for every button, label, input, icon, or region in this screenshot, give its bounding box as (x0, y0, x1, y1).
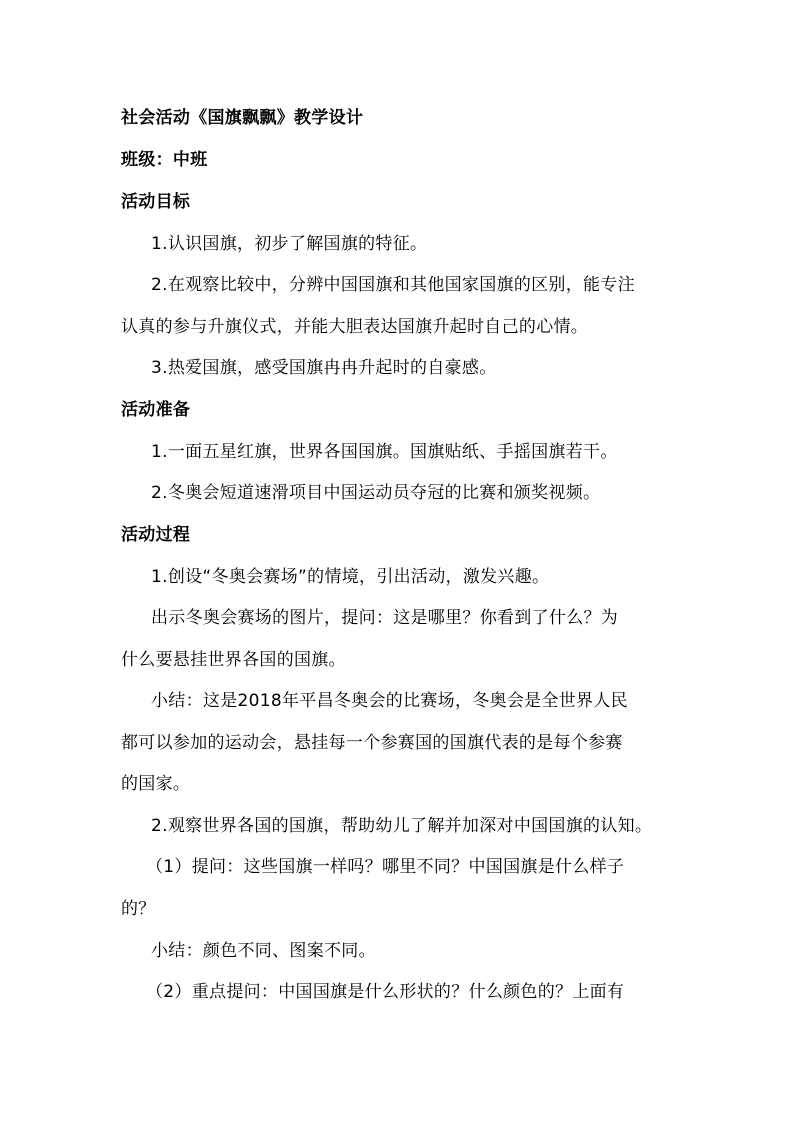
goals-item-2: 2.在观察比较中，分辨中国国旗和其他国家国旗的区别，能专注 (151, 275, 635, 295)
process-question-1-cont: 的？ (121, 899, 156, 919)
process-item-1: 1.创设“冬奥会赛场”的情境，引出活动，激发兴趣。 (151, 567, 550, 587)
goals-item-2-cont: 认真的参与升旗仪式，并能大胆表达国旗升起时自己的心情。 (121, 317, 589, 337)
process-question-1: （1）提问：这些国旗一样吗？哪里不同？中国国旗是什么样子 (146, 857, 625, 877)
document-title: 社会活动《国旗飘飘》教学设计 (121, 108, 364, 128)
process-heading: 活动过程 (121, 525, 191, 545)
goals-heading: 活动目标 (121, 192, 191, 212)
process-summary-2: 小结：颜色不同、图案不同。 (151, 941, 376, 961)
goals-item-1: 1.认识国旗，初步了解国旗的特征。 (151, 234, 428, 254)
process-summary-1-end: 的国家。 (121, 774, 191, 794)
process-text-1-cont: 什么要悬挂世界各国的国旗。 (121, 650, 346, 670)
process-summary-1-cont: 都可以参加的运动会，悬挂每一个参赛国的国旗代表的是每个参赛 (121, 733, 623, 753)
goals-item-3: 3.热爱国旗，感受国旗冉冉升起时的自豪感。 (151, 358, 497, 378)
prep-heading: 活动准备 (121, 400, 191, 420)
process-text-1: 出示冬奥会赛场的图片，提问：这是哪里？你看到了什么？为 (151, 608, 619, 628)
prep-item-2: 2.冬奥会短道速滑项目中国运动员夺冠的比赛和颁奖视频。 (151, 483, 601, 503)
process-summary-1: 小结：这是2018年平昌冬奥会的比赛场，冬奥会是全世界人民 (151, 691, 628, 711)
class-line: 班级：中班 (121, 150, 208, 170)
process-item-2: 2.观察世界各国的国旗，帮助幼儿了解并加深对中国国旗的认知。 (151, 816, 653, 836)
process-question-2: （2）重点提问：中国国旗是什么形状的？什么颜色的？上面有 (146, 982, 625, 1002)
prep-item-1: 1.一面五星红旗，世界各国国旗。国旗贴纸、手摇国旗若干。 (151, 442, 618, 462)
